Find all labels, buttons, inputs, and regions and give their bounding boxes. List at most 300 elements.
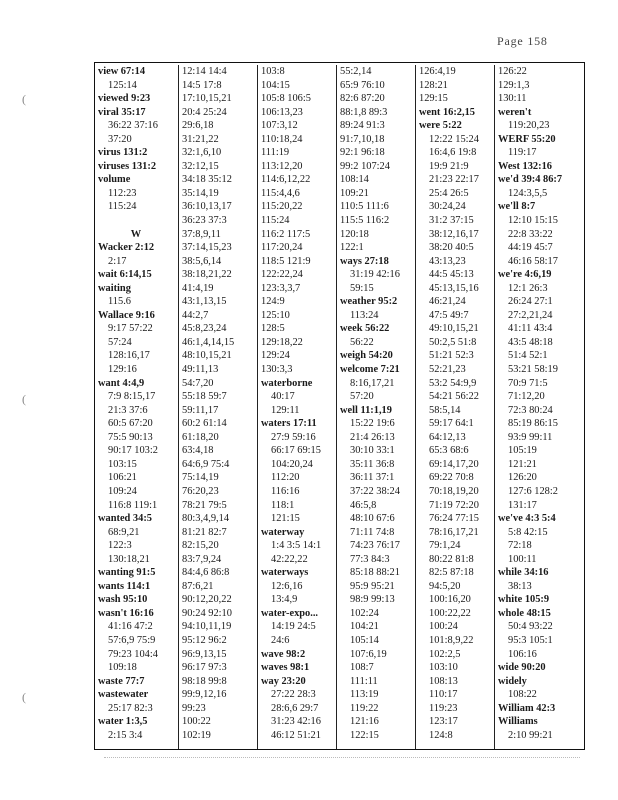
index-reference: 95:3 105:1 (508, 634, 553, 646)
index-reference: 130:3,3 (261, 364, 293, 376)
index-reference: 115:5 116:2 (340, 215, 390, 227)
index-reference: 87:6,21 (182, 580, 214, 592)
index-reference: 109:24 (108, 485, 137, 497)
index-reference: 104:21 (350, 621, 379, 633)
index-reference: 102:24 (350, 607, 379, 619)
index-reference: 125:10 (261, 309, 290, 321)
index-reference: 50:2,5 51:8 (429, 336, 477, 348)
index-reference: 103:10 (429, 662, 458, 674)
index-term: water-expo... (261, 607, 319, 619)
index-term: well 11:1,19 (340, 404, 392, 416)
index-reference: 115:24 (261, 215, 290, 227)
index-term: volume (98, 174, 131, 186)
index-reference: 129:16 (108, 364, 137, 376)
index-reference: 102:2,5 (429, 648, 461, 660)
index-reference: 122:3 (108, 540, 132, 552)
index-reference: 9:17 57:22 (108, 323, 153, 335)
index-reference: 84:4,6 86:8 (182, 567, 230, 579)
index-term: weigh 54:20 (340, 350, 393, 362)
index-reference: 129:18,22 (261, 336, 303, 348)
index-term: wants 114:1 (98, 580, 151, 592)
index-column (95, 65, 177, 749)
index-reference: 115.6 (108, 296, 131, 308)
index-reference: 81:21 82:7 (182, 526, 227, 538)
index-reference: 109:21 (340, 187, 369, 199)
index-reference: 103:8 (261, 66, 285, 77)
index-reference: 5:8 42:15 (508, 526, 548, 538)
index-reference: 60:5 67:20 (108, 418, 153, 430)
index-reference: 106:13,23 (261, 106, 303, 118)
index-term: we're 4:6,19 (498, 269, 552, 281)
index-reference: 108:7 (350, 662, 374, 674)
index-reference: 36:22 37:16 (108, 120, 158, 132)
index-reference: 100:24 (429, 621, 458, 633)
index-reference: 31:2 37:15 (429, 215, 474, 227)
index-reference: 119:22 (350, 702, 379, 714)
index-reference: 21:23 22:17 (429, 174, 479, 186)
index-reference: 78:16,17,21 (429, 526, 479, 538)
index-reference: 57:24 (108, 336, 132, 348)
index-reference: 85:18 88:21 (350, 567, 400, 579)
index-reference: 122:1 (340, 242, 364, 254)
index-reference: 119:23 (429, 702, 458, 714)
index-term: view 67:14 (98, 66, 146, 77)
index-term: waves 98:1 (261, 662, 310, 674)
index-reference: 110:17 (429, 689, 458, 701)
index-reference: 105:19 (508, 445, 537, 457)
index-reference: 2:15 3:4 (108, 729, 143, 741)
index-term: waste 77:7 (98, 675, 145, 687)
index-reference: 59:11,17 (182, 404, 219, 416)
index-reference: 122:22,24 (261, 269, 303, 281)
index-reference: 113:12,20 (261, 160, 303, 172)
index-reference: 121:15 (271, 513, 300, 525)
index-reference: 38:5,6,14 (182, 255, 222, 267)
index-term: viewed 9:23 (98, 93, 151, 105)
index-term: way 23:20 (261, 675, 306, 687)
index-reference: 41:4,19 (182, 282, 214, 294)
index-reference: 90:12,20,22 (182, 594, 232, 606)
index-reference: 82:15,20 (182, 540, 219, 552)
index-reference: 93:9 99:11 (508, 431, 553, 443)
index-reference: 32:1,6,10 (182, 147, 222, 159)
index-reference: 27:2,21,24 (508, 309, 553, 321)
index-reference: 48:10 67:6 (350, 513, 395, 525)
index-reference: 125:14 (108, 79, 137, 91)
index-reference: 127:6 128:2 (508, 485, 558, 497)
index-reference: 29:6,18 (182, 120, 214, 132)
index-reference: 17:10,15,21 (182, 93, 232, 105)
index-reference: 115:4,4,6 (261, 187, 300, 199)
index-reference: 95:12 96:2 (182, 634, 227, 646)
index-term: we'll 8:7 (498, 201, 536, 213)
index-term: welcome 7:21 (340, 364, 400, 376)
index-reference: 15:22 19:6 (350, 418, 395, 430)
index-reference: 85:19 86:15 (508, 418, 558, 430)
index-reference: 44:2,7 (182, 309, 209, 321)
index-reference: 36:23 37:3 (182, 215, 227, 227)
punch-hole-mark: ( (22, 690, 26, 704)
index-column (336, 65, 414, 749)
index-reference: 107:3,12 (261, 120, 298, 132)
index-term: waterway (261, 526, 305, 538)
index-reference: 12:1 26:3 (508, 282, 548, 294)
index-reference: 89:24 91:3 (340, 120, 385, 132)
index-column (415, 65, 493, 749)
index-term: waterborne (261, 377, 313, 389)
index-term: widely (498, 675, 527, 687)
index-reference: 111:19 (261, 147, 290, 159)
index-term: wasn't 16:16 (98, 607, 154, 619)
index-reference: 113:24 (350, 309, 379, 321)
index-reference: 71:11 74:8 (350, 526, 395, 538)
index-reference: 12:6,16 (271, 580, 303, 592)
index-reference: 119:17 (508, 147, 537, 159)
index-term: while 34:16 (498, 567, 549, 579)
index-reference: 126:4,19 (419, 66, 456, 77)
index-reference: 38:20 40:5 (429, 242, 474, 254)
index-reference: 91:7,10,18 (340, 133, 385, 145)
index-reference: 101:8,9,22 (429, 634, 474, 646)
index-reference: 45:8,23,24 (182, 323, 227, 335)
index-reference: 112:23 (108, 187, 137, 199)
index-term: we've 4:3 5:4 (498, 513, 556, 525)
index-reference: 100:22 (182, 716, 211, 728)
index-reference: 100:22,22 (429, 607, 471, 619)
index-reference: 70:9 71:5 (508, 377, 548, 389)
index-reference: 46:12 51:21 (271, 729, 321, 741)
index-reference: 103:15 (108, 458, 137, 470)
index-reference: 60:2 61:14 (182, 418, 227, 430)
index-reference: 58:5,14 (429, 404, 461, 416)
index-reference: 41:16 47:2 (108, 621, 153, 633)
index-term: Wallace 9:16 (98, 309, 155, 321)
index-reference: 38:13 (508, 580, 532, 592)
index-reference: 130:18,21 (108, 553, 150, 565)
index-reference: 82:6 87:20 (340, 93, 385, 105)
index-reference: 36:11 37:1 (350, 472, 395, 484)
index-reference: 59:15 (350, 282, 374, 294)
index-reference: 34:18 35:12 (182, 174, 232, 186)
index-reference: 31:21,22 (182, 133, 219, 145)
index-reference: 26:24 27:1 (508, 296, 553, 308)
index-reference: 35:11 36:8 (350, 458, 395, 470)
index-reference: 106:16 (508, 648, 537, 660)
index-reference: 111:11 (350, 675, 378, 687)
index-reference: 66:17 69:15 (271, 445, 321, 457)
index-reference: 59:17 64:1 (429, 418, 474, 430)
index-reference: 25:4 26:5 (429, 187, 469, 199)
punch-hole-mark: ( (22, 92, 26, 106)
index-reference: 129:1,3 (498, 79, 530, 91)
index-reference: 25:17 82:3 (108, 702, 153, 714)
index-reference: 108:13 (429, 675, 458, 687)
index-reference: 70:18,19,20 (429, 485, 479, 497)
index-term: waters 17:11 (261, 418, 317, 430)
index-reference: 90:24 92:10 (182, 607, 232, 619)
index-reference: 30:10 33:1 (350, 445, 395, 457)
index-reference: 54:21 56:22 (429, 391, 479, 403)
index-term: wide 90:20 (498, 662, 546, 674)
index-reference: 14:19 24:5 (271, 621, 316, 633)
index-reference: 113:19 (350, 689, 379, 701)
index-reference: 126:20 (508, 472, 537, 484)
index-reference: 126:22 (498, 66, 527, 77)
index-reference: 129:24 (261, 350, 290, 362)
index-reference: 118:1 (271, 499, 295, 511)
index-reference: 47:5 49:7 (429, 309, 469, 321)
index-reference: 110:5 111:6 (340, 201, 389, 213)
index-reference: 88:1,8 89:3 (340, 106, 388, 118)
index-reference: 98:9 99:13 (350, 594, 395, 606)
index-reference: 129:15 (419, 93, 448, 105)
index-term: want 4:4,9 (98, 377, 145, 389)
index-column (178, 65, 256, 749)
index-reference: 83:7,9,24 (182, 553, 222, 565)
index-reference: 99:23 (182, 702, 206, 714)
index-reference: 99:9,12,16 (182, 689, 227, 701)
index-reference: 107:6,19 (350, 648, 387, 660)
index-reference: 115:24 (108, 201, 137, 213)
index-reference: 46:21,24 (429, 296, 466, 308)
index-reference: 2:10 99:21 (508, 729, 553, 741)
index-reference: 12:22 15:24 (429, 133, 479, 145)
index-term: white 105:9 (498, 594, 550, 606)
index-reference: 90:17 103:2 (108, 445, 158, 457)
index-reference: 65:3 68:6 (429, 445, 469, 457)
index-reference: 114:6,12,22 (261, 174, 311, 186)
index-reference: 14:5 17:8 (182, 79, 222, 91)
index-reference: 128:16,17 (108, 350, 150, 362)
index-reference: 32:12,15 (182, 160, 219, 172)
index-term: went 16:2,15 (419, 106, 475, 118)
index-reference: 110:18,24 (261, 133, 303, 145)
scan-footer-line (104, 757, 580, 760)
index-reference: 19:9 21:9 (429, 160, 469, 172)
index-reference: 119:20,23 (508, 120, 550, 132)
index-reference: 121:16 (350, 716, 379, 728)
index-reference: 100:16,20 (429, 594, 471, 606)
index-reference: 104:15 (261, 79, 290, 91)
index-reference: 55:18 59:7 (182, 391, 227, 403)
index-reference: 12:10 15:15 (508, 215, 558, 227)
index-reference: 65:9 76:10 (340, 79, 385, 91)
index-term: week 56:22 (340, 323, 390, 335)
index-reference: 35:14,19 (182, 187, 219, 199)
index-term: Williams (498, 716, 538, 728)
index-reference: 50:4 93:22 (508, 621, 553, 633)
index-reference: 94:5,20 (429, 580, 461, 592)
index-reference: 64:12,13 (429, 431, 466, 443)
index-term: viral 35:17 (98, 106, 146, 118)
index-reference: 43:1,13,15 (182, 296, 227, 308)
index-reference: 116:2 117:5 (261, 228, 311, 240)
index-reference: 46:16 58:17 (508, 255, 558, 267)
index-reference: 75:5 90:13 (108, 431, 153, 443)
index-reference: 8:16,17,21 (350, 377, 395, 389)
index-reference: 12:14 14:4 (182, 66, 227, 77)
index-term: water 1:3,5 (98, 716, 148, 728)
index-reference: 61:18,20 (182, 431, 219, 443)
index-reference: 116:16 (271, 485, 300, 497)
index-reference: 128:5 (261, 323, 285, 335)
index-reference: 109:18 (108, 662, 137, 674)
index-reference: 124:3,5,5 (508, 187, 548, 199)
index-reference: 120:18 (340, 228, 369, 240)
index-reference: 7:9 8:15,17 (108, 391, 156, 403)
word-index-table (94, 62, 585, 750)
index-reference: 63:4,18 (182, 445, 214, 457)
index-reference: 57:20 (350, 391, 374, 403)
index-reference: 27:22 28:3 (271, 689, 316, 701)
index-reference: 45:13,15,16 (429, 282, 479, 294)
index-reference: 124:8 (429, 729, 453, 741)
index-reference: 2:17 (108, 255, 127, 267)
index-reference: 115:20,22 (261, 201, 303, 213)
index-reference: 128:21 (419, 79, 448, 91)
index-reference: 36:10,13,17 (182, 201, 232, 213)
index-reference: 96:17 97:3 (182, 662, 227, 674)
index-reference: 71:19 72:20 (429, 499, 479, 511)
punch-hole-mark: ( (22, 392, 26, 406)
index-reference: 122:15 (350, 729, 379, 741)
index-reference: 129:11 (271, 404, 300, 416)
index-reference (95, 214, 177, 228)
index-reference: 44:5 45:13 (429, 269, 474, 281)
index-reference: 28:6,6 29:7 (271, 702, 319, 714)
index-reference: 42:22,22 (271, 553, 308, 565)
index-reference: 53:2 54:9,9 (429, 377, 477, 389)
index-term: wanting 91:5 (98, 567, 156, 579)
index-reference: 51:4 52:1 (508, 350, 548, 362)
index-reference: 37:8,9,11 (182, 228, 221, 240)
index-reference: 123:17 (429, 716, 458, 728)
index-column (494, 65, 586, 749)
index-reference: 38:12,16,17 (429, 228, 479, 240)
index-term: viruses 131:2 (98, 160, 157, 172)
index-term: WERF 55:20 (498, 133, 556, 145)
index-reference: 80:3,4,9,14 (182, 513, 230, 525)
index-term: William 42:3 (498, 702, 556, 714)
index-reference: 76:24 77:15 (429, 513, 479, 525)
index-reference: 124:9 (261, 296, 285, 308)
index-term: were 5:22 (419, 120, 462, 132)
index-reference: 79:1,24 (429, 540, 461, 552)
index-reference: 69:14,17,20 (429, 458, 479, 470)
index-reference: 38:18,21,22 (182, 269, 232, 281)
page-number: Page 158 (497, 34, 548, 48)
index-reference: 130:11 (498, 93, 527, 105)
index-reference: 57:6,9 75:9 (108, 634, 156, 646)
index-reference: 80:22 81:8 (429, 553, 474, 565)
index-reference: 82:5 87:18 (429, 567, 474, 579)
index-reference: 92:1 96:18 (340, 147, 385, 159)
index-reference: 105:14 (350, 634, 379, 646)
index-reference: 77:3 84:3 (350, 553, 390, 565)
index-reference: 94:10,11,19 (182, 621, 232, 633)
index-reference: 116:8 119:1 (108, 499, 158, 511)
index-reference: 108:14 (340, 174, 369, 186)
index-term: wait 6:14,15 (98, 269, 152, 281)
index-reference: 69:22 70:8 (429, 472, 474, 484)
index-reference: 49:10,15,21 (429, 323, 479, 335)
index-reference: 55:2,14 (340, 66, 372, 77)
index-reference: 102:19 (182, 729, 211, 741)
index-reference: 78:21 79:5 (182, 499, 227, 511)
index-column (257, 65, 335, 749)
index-reference: 71:12,20 (508, 391, 545, 403)
index-reference: 56:22 (350, 336, 374, 348)
index-reference: 112:20 (271, 472, 300, 484)
index-reference: 53:21 58:19 (508, 364, 558, 376)
index-reference: 27:9 59:16 (271, 431, 316, 443)
index-reference: 68:9,21 (108, 526, 140, 538)
index-reference: 72:3 80:24 (508, 404, 553, 416)
index-reference: 37:22 38:24 (350, 485, 400, 497)
index-reference: 21:4 26:13 (350, 431, 395, 443)
index-reference: 52:21,23 (429, 364, 466, 376)
index-reference: 99:2 107:24 (340, 160, 390, 172)
index-reference: 96:9,13,15 (182, 648, 227, 660)
section-letter: W (130, 228, 142, 240)
index-term: wanted 34:5 (98, 513, 152, 525)
index-reference: 118:5 121:9 (261, 255, 311, 267)
index-reference: 75:14,19 (182, 472, 219, 484)
index-term: whole 48:15 (498, 607, 551, 619)
index-reference: 43:5 48:18 (508, 336, 553, 348)
index-reference: 30:24,24 (429, 201, 466, 213)
index-reference: 37:20 (108, 133, 132, 145)
index-reference: 76:20,23 (182, 485, 219, 497)
index-reference: 43:13,23 (429, 255, 466, 267)
index-reference: 64:6,9 75:4 (182, 458, 230, 470)
index-reference: 1:4 3:5 14:1 (271, 540, 322, 552)
index-reference: 72:18 (508, 540, 532, 552)
index-term: we'd 39:4 86:7 (498, 174, 563, 186)
index-reference: 131:17 (508, 499, 537, 511)
index-reference: 20:4 25:24 (182, 106, 227, 118)
index-term: weather 95:2 (340, 296, 398, 308)
index-term: waiting (98, 282, 131, 294)
index-reference: 44:19 45:7 (508, 242, 553, 254)
index-term: ways 27:18 (340, 255, 389, 267)
index-reference: 95:9 95:21 (350, 580, 395, 592)
index-reference: 79:23 104:4 (108, 648, 158, 660)
index-reference: 24:6 (271, 634, 290, 646)
index-reference: 46:1,4,14,15 (182, 336, 235, 348)
index-term: virus 131:2 (98, 147, 148, 159)
index-reference: 104:20,24 (271, 458, 313, 470)
index-term: wastewater (98, 689, 149, 701)
index-reference: 106:21 (108, 472, 137, 484)
index-reference: 105:8 106:5 (261, 93, 311, 105)
index-reference: 100:11 (508, 553, 537, 565)
index-reference: 74:23 76:17 (350, 540, 400, 552)
index-reference: 98:18 99:8 (182, 675, 227, 687)
index-term: waterways (261, 567, 309, 579)
index-reference: 21:3 37:6 (108, 404, 148, 416)
index-reference: 40:17 (271, 391, 295, 403)
index-term: wave 98:2 (261, 648, 306, 660)
index-term: weren't (498, 106, 532, 118)
index-reference: 46:5,8 (350, 499, 377, 511)
index-reference: 31:19 42:16 (350, 269, 400, 281)
index-term: West 132:16 (498, 160, 552, 172)
index-reference: 22:8 33:22 (508, 228, 553, 240)
index-reference: 16:4,6 19:8 (429, 147, 477, 159)
index-term: wash 95:10 (98, 594, 148, 606)
index-reference: 31:23 42:16 (271, 716, 321, 728)
